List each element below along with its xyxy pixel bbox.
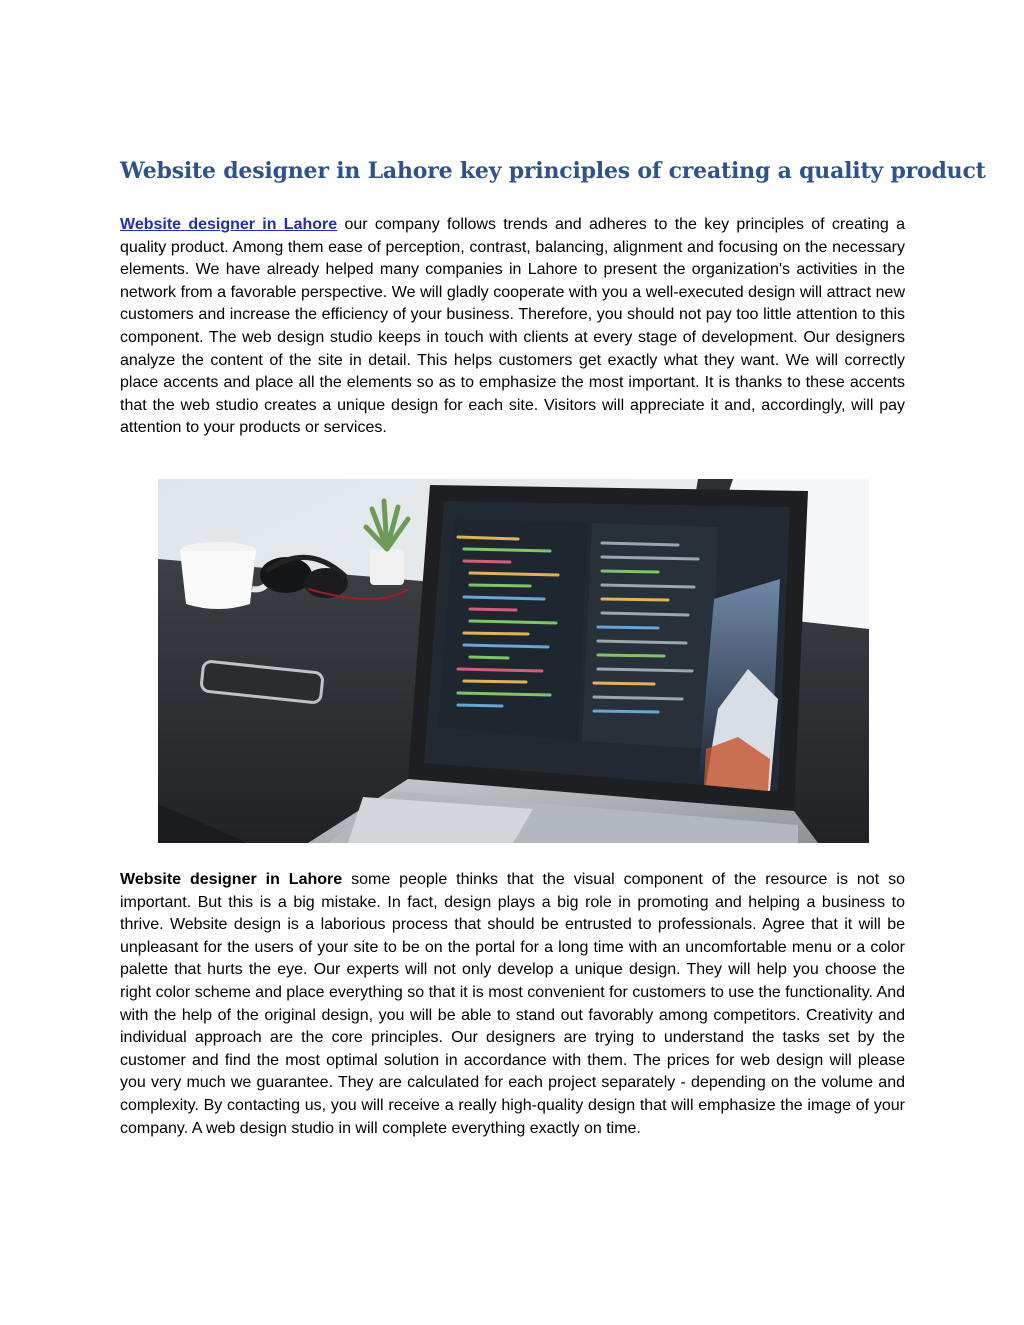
- laptop-photo: [158, 479, 869, 843]
- website-designer-link[interactable]: Website designer in Lahore: [120, 216, 338, 233]
- body-paragraph-text: some people thinks that the visual component of the resource is not so important. But this is a big mistake. In fact, design plays a big role in promoting and helping a business to thrive. Website design is a laborious process that should be entrusted to professionals. Agree that it will be unpleasant for the users of your site to be on the portal for a long time with an uncomfortable menu or a color palette that hurts the eye. Our experts will not only develop a unique design. They will help you choose the right color scheme and place everything so that it is most convenient for customers to use the functionality. And with the help of the original design, you will be able to stand out favorably among competitors. Creativity and individual approach are the core principles. Our designers are trying to understand the tasks set by the customer and find the most optimal solution in accordance with them. The prices for web design will please you very much we guarantee. They are calculated for each project separately - depending on the volume and complexity. By contacting us, you will receive a really high-quality design that will emphasize the image of your company. A web design studio in will complete everything exactly on time.: [120, 871, 905, 1137]
- intro-paragraph: [120, 214, 905, 440]
- body-lead-text: Website designer in Lahore: [120, 871, 343, 888]
- intro-paragraph-text: our company follows trends and adheres to the key principles of creating a quality product. Among them ease of perception, contrast, balancing, alignment and focusing on the necessary elements. We have already helped many companies in Lahore to present the organization's activities in the network from a favorable perspective. We will gladly cooperate with you a well-executed design will attract new customers and increase the efficiency of your business. Therefore, you should not pay too little attention to this component. The web design studio keeps in touch with clients at every stage of development. Our designers analyze the content of the site in detail. This helps customers get exactly what they want. We will correctly place accents and place all the elements so as to emphasize the most important. It is thanks to these accents that the web studio creates a unique design for each site. Visitors will appreciate it and, accordingly, will pay attention to your products or services.: [120, 216, 905, 437]
- page-title: Website designer in Lahore key principles of creating a quality product: [120, 158, 986, 184]
- body-paragraph: [120, 869, 905, 1140]
- laptop-illustration: [158, 479, 869, 843]
